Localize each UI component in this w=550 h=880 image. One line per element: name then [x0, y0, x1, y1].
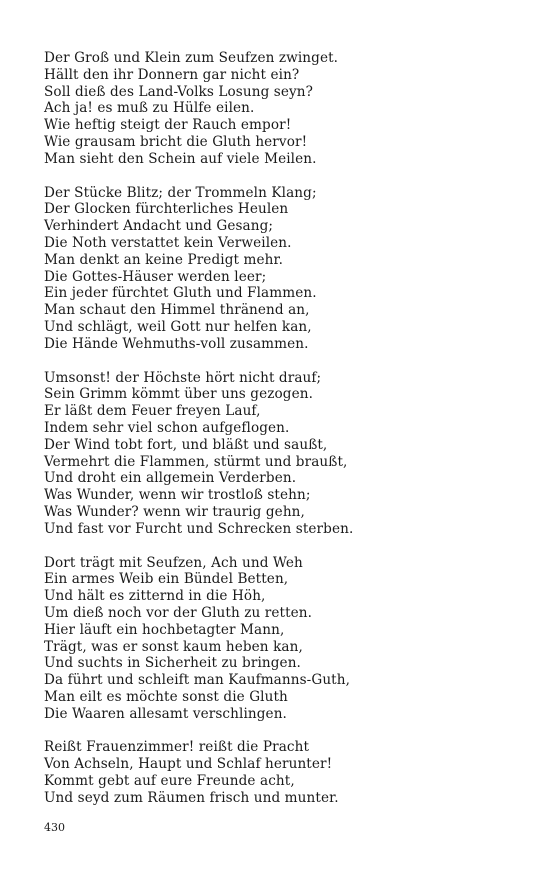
verse-line: Und fast vor Furcht und Schrecken sterben. — [44, 520, 354, 537]
verse-line: Hällt den ihr Donnern gar nicht ein? — [44, 66, 300, 83]
verse-line: Der Groß und Klein zum Seufzen zwinget. — [44, 50, 339, 66]
verse-line: Verhindert Andacht und Gesang; — [44, 218, 274, 235]
verse-line: Die Hände Wehmuths-voll zusammen. — [44, 335, 309, 352]
verse-line: Was Wunder? wenn wir traurig gehn, — [44, 503, 305, 520]
verse-line: Da führt und schleift man Kaufmanns-Guth, — [44, 672, 351, 689]
verse-line: Und schlägt, weil Gott nur helfen kan, — [44, 318, 312, 335]
verse-line: Man sieht den Schein auf viele Meilen. — [44, 150, 317, 167]
verse-line: Der Glocken fürchterliches Heulen — [44, 201, 289, 218]
stanza — [44, 739, 524, 806]
verse-line: Trägt, was er sonst kaum heben kan, — [44, 638, 303, 655]
verse-line: Um dieß noch vor der Gluth zu retten. — [44, 604, 313, 621]
verse-line: Von Achseln, Haupt und Schlaf herunter! — [44, 756, 333, 773]
verse-line: Er läßt dem Feuer freyen Lauf, — [44, 403, 261, 420]
verse-line: Man schaut den Himmel thränend an, — [44, 302, 310, 319]
verse-line: Vermehrt die Flammen, stürmt und braußt, — [44, 453, 348, 470]
stanza — [44, 555, 524, 723]
stanza — [44, 50, 524, 168]
verse-line: Wie heftig steigt der Rauch empor! — [44, 117, 292, 134]
verse-line: Sein Grimm kömmt über uns gezogen. — [44, 386, 314, 403]
verse-line: Der Stücke Blitz; der Trommeln Klang; — [44, 184, 317, 201]
verse-line: Ein jeder fürchtet Gluth und Flammen. — [44, 285, 317, 302]
page-number: 430 — [44, 821, 65, 834]
verse-line: Die Waaren allesamt verschlingen. — [44, 705, 287, 722]
verse-line: Soll dieß des Land-Volks Losung seyn? — [44, 83, 314, 100]
verse-line: Hier läuft ein hochbetagter Mann, — [44, 621, 285, 638]
stanza — [44, 185, 524, 353]
verse-line: Der Wind tobt fort, und bläßt und saußt, — [44, 436, 328, 453]
verse-line: Was Wunder, wenn wir trostloß stehn; — [44, 487, 311, 504]
verse-line: Kommt gebt auf eure Freunde acht, — [44, 773, 295, 790]
verse-line: Dort trägt mit Seufzen, Ach und Weh — [44, 554, 303, 571]
verse-line: Die Noth verstattet kein Verweilen. — [44, 234, 292, 251]
verse-line: Die Gottes-Häuser werden leer; — [44, 268, 267, 285]
verse-line: Indem sehr viel schon aufgeflogen. — [44, 419, 290, 436]
verse-line: Und hält es zitternd in die Höh, — [44, 588, 266, 605]
verse-line: Und droht ein allgemein Verderben. — [44, 470, 297, 487]
verse-line: Wie grausam bricht die Gluth hervor! — [44, 133, 308, 150]
verse-line: Umsonst! der Höchste hört nicht drauf; — [44, 369, 322, 386]
verse-line: Man denkt an keine Predigt mehr. — [44, 251, 283, 268]
verse-line: Ach ja! es muß zu Hülfe eilen. — [44, 100, 255, 117]
stanza — [44, 370, 524, 538]
verse-line: Und suchts in Sicherheit zu bringen. — [44, 655, 301, 672]
verse-line: Ein armes Weib ein Bündel Betten, — [44, 571, 289, 588]
poem-body — [44, 50, 524, 824]
verse-line: Und seyd zum Räumen frisch und munter. — [44, 789, 339, 806]
verse-line: Man eilt es möchte sonst die Gluth — [44, 688, 288, 705]
verse-line: Reißt Frauenzimmer! reißt die Pracht — [44, 739, 310, 756]
